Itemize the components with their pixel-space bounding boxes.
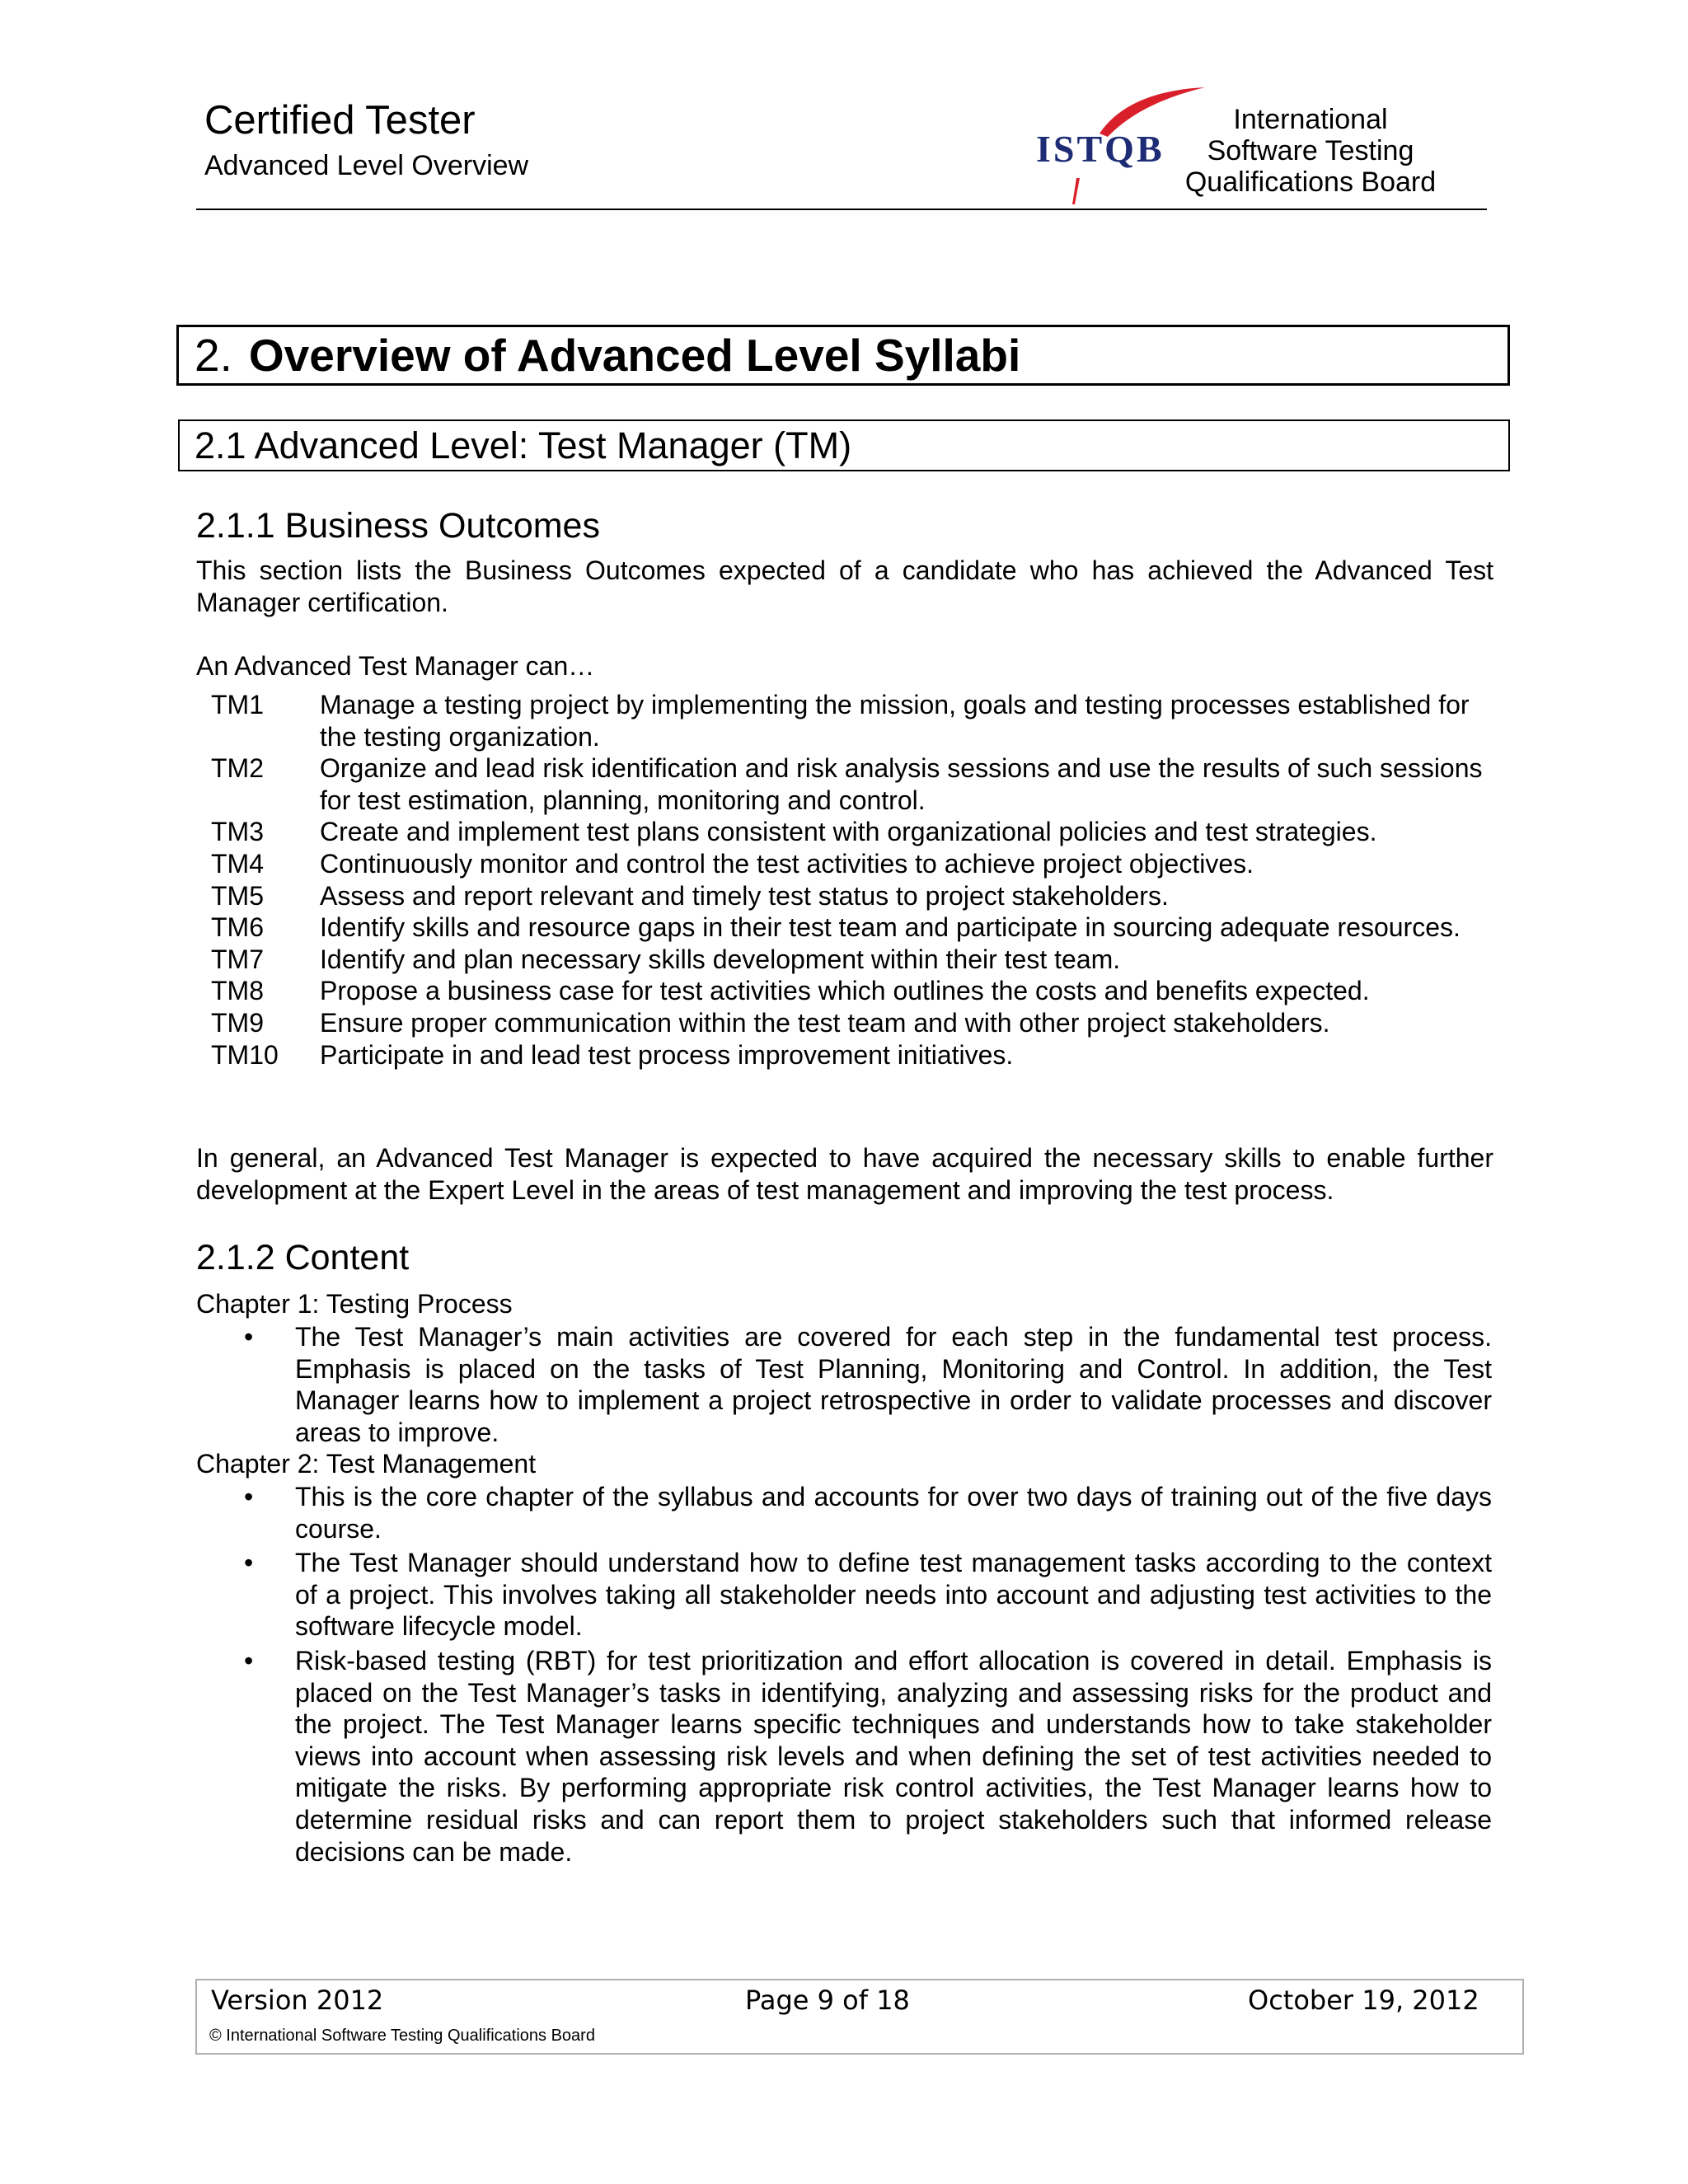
bullet-text: This is the core chapter of the syllabus and accounts for over two days of training out of the five days course. (295, 1482, 1492, 1544)
org-line-2: Software Testing (1207, 135, 1414, 166)
list-item (211, 880, 1497, 912)
outcome-code: TM3 (211, 817, 264, 847)
bullet-icon: • (244, 1322, 254, 1352)
section-number: 2. (195, 330, 232, 381)
content-heading: 2.1.2 Content (196, 1238, 410, 1277)
outcome-code: TM5 (211, 880, 264, 911)
outcome-code: TM8 (211, 976, 264, 1006)
business-outcomes-heading: 2.1.1 Business Outcomes (196, 506, 600, 546)
org-line-1: International (1233, 104, 1388, 135)
list-item (211, 912, 1497, 944)
organization-name (1170, 104, 1451, 198)
document-subtitle: Advanced Level Overview (204, 150, 529, 181)
bullet-icon: • (244, 1482, 254, 1511)
list-item (211, 1039, 1497, 1071)
bullet-text: The Test Manager should understand how to define test management tasks according to the context of a project. This involves taking all stakeholder needs into account and adjusting test activities to the software lifecycle model. (295, 1548, 1492, 1642)
outcome-code: TM10 (211, 1039, 279, 1070)
outcome-text: Identify and plan necessary skills development within their test team. (320, 944, 1121, 974)
list-item (211, 1007, 1497, 1039)
list-item (244, 1645, 1492, 1868)
outcome-text: Ensure proper communication within the test team and with other project stakeholders. (320, 1007, 1330, 1038)
bullet-text: Risk-based testing (RBT) for test prioritization and effort allocation is covered in detail. Emphasis is placed on the Test Manager’s tasks in identifying, analyzing and assessing risks for the product and the project. The Test Manager learns specific techniques and understands how to take stakeholder views into account when assessing risk levels and when defining the set of test activities needed to mitigate the risks. By performing appropriate risk control activities, the Test Manager learns how to determine residual risks and can report them to project stakeholders such that informed release decisions can be made. (295, 1645, 1492, 1867)
org-line-3: Qualifications Board (1184, 166, 1437, 198)
logo-swoosh-tail (1072, 178, 1080, 204)
outcome-text: Identify skills and resource gaps in their test team and participate in sourcing adequate resources. (320, 912, 1461, 943)
outcome-text: Organize and lead risk identification and risk analysis sessions and use the results of such sessions for test estimation, planning, monitoring and control. (320, 753, 1483, 815)
document-title: Certified Tester (204, 98, 476, 143)
outcome-text: Assess and report relevant and timely test status to project stakeholders. (320, 880, 1169, 911)
list-item (211, 975, 1497, 1007)
outcome-text: Create and implement test plans consistent with organizational policies and test strategies. (320, 817, 1377, 847)
footer-copyright: © International Software Testing Qualifications Board (209, 2027, 595, 2045)
footer-date: October 19, 2012 (1248, 1985, 1479, 2016)
list-item (211, 752, 1497, 816)
list-item (244, 1547, 1492, 1643)
bullet-icon: • (244, 1548, 254, 1578)
footer-version: Version 2012 (211, 1985, 384, 2016)
section-title: Overview of Advanced Level Syllabi (248, 330, 1021, 381)
outcome-text: Manage a testing project by implementing the mission, goals and testing processes established for the testing organization. (320, 690, 1470, 752)
business-outcomes-lead: An Advanced Test Manager can… (196, 651, 595, 681)
header-divider (196, 209, 1487, 210)
outcome-code: TM7 (211, 944, 264, 974)
list-item (244, 1481, 1492, 1544)
logo-wordmark: ISTQB (1036, 128, 1165, 170)
outcome-code: TM9 (211, 1007, 264, 1038)
subsection-heading: 2.1 Advanced Level: Test Manager (TM) (195, 424, 852, 466)
chapter-2-bullets (244, 1481, 1492, 1868)
outcome-text: Continuously monitor and control the test activities to achieve project objectives. (320, 848, 1254, 879)
outcome-code: TM2 (211, 753, 264, 784)
business-outcomes-summary: In general, an Advanced Test Manager is expected to have acquired the necessary skills to enable further development at the Expert Level in the areas of test management and improving the test process. (196, 1143, 1493, 1205)
business-outcomes-list (211, 689, 1497, 1071)
footer-page-number: Page 9 of 18 (745, 1985, 910, 2016)
outcome-code: TM1 (211, 690, 264, 719)
list-item (244, 1321, 1492, 1448)
chapter-1-title: Chapter 1: Testing Process (196, 1289, 513, 1319)
list-item (211, 848, 1497, 880)
chapter-2-title: Chapter 2: Test Management (196, 1449, 537, 1479)
chapter-1-bullets (244, 1321, 1492, 1448)
outcome-text: Propose a business case for test activities which outlines the costs and benefits expected. (320, 976, 1370, 1006)
list-item (211, 689, 1497, 752)
outcome-code: TM6 (211, 912, 264, 943)
bullet-text: The Test Manager’s main activities are covered for each step in the fundamental test process. Emphasis is placed on the tasks of Test Planning, Monitoring and Control. In addition, the Test Manager learns how to implement a project retrospective in order to validate processes and discover areas to improve. (295, 1322, 1492, 1447)
outcome-text: Participate in and lead test process improvement initiatives. (320, 1039, 1014, 1070)
outcome-code: TM4 (211, 848, 264, 879)
list-item (211, 944, 1497, 976)
section-heading (195, 325, 1020, 386)
bullet-icon: • (244, 1645, 254, 1675)
list-item (211, 816, 1497, 848)
business-outcomes-intro: This section lists the Business Outcomes expected of a candidate who has achieved the Advanced Test Manager certification. (196, 555, 1493, 617)
